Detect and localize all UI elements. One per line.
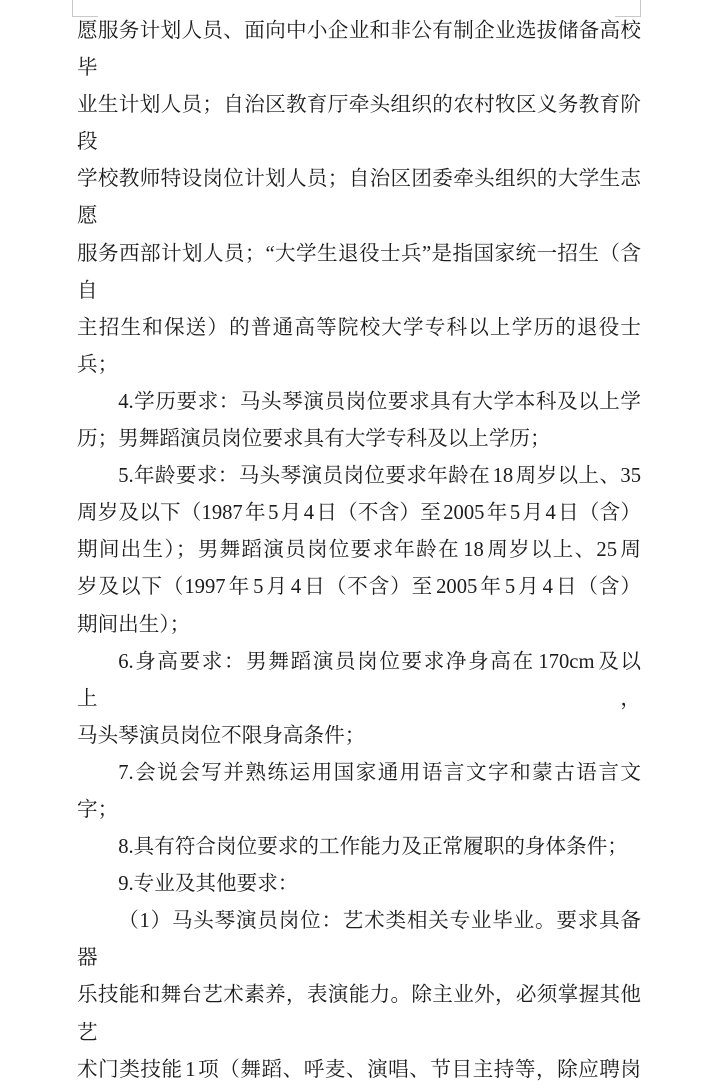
document-text (77, 13, 641, 1089)
text-line: 主招生和保送）的普通高等院校大学专科以上学历的退役士兵； (77, 316, 641, 376)
text-line: 4.学历要求：马头琴演员岗位要求具有大学本科及以上学 (118, 390, 641, 413)
text-line: 岁及以下（1997 年 5 月 4 日（不含）至 2005 年 5 月 4 日（含） (77, 576, 641, 599)
text-line: （1）马头琴演员岗位：艺术类相关专业毕业。要求具备器 (77, 910, 641, 970)
text-line: 马头琴演员岗位不限身高条件； (77, 724, 366, 747)
text-line: 乐技能和舞台艺术素养，表演能力。除主业外，必须掌握其他艺 (77, 984, 641, 1044)
text-line: 9.专业及其他要求： (118, 873, 299, 896)
text-line: 8.具有符合岗位要求的工作能力及正常履职的身体条件； (118, 836, 628, 859)
text-line: 6.身高要求：男舞蹈演员岗位要求净身高在 170cm 及以上， (77, 650, 641, 710)
text-line: 业生计划人员；自治区教育厅牵头组织的农村牧区义务教育阶段 (77, 94, 641, 154)
text-line: 周岁及以下（1987 年 5 月 4 日（不含）至 2005 年 5 月 4 日（含） (77, 502, 641, 525)
text-line: 历；男舞蹈演员岗位要求具有大学专科及以上学历； (77, 428, 551, 451)
text-line: 7.会说会写并熟练运用国家通用语言文字和蒙古语言文字； (77, 761, 641, 821)
text-line: 学校教师特设岗位计划人员；自治区团委牵头组织的大学生志愿 (77, 168, 641, 228)
text-line: 5.年龄要求：马头琴演员岗位要求年龄在 18 周岁以上、35 (118, 465, 641, 488)
text-line: 术门类技能 1 项（舞蹈、呼麦、演唱、节目主持等，除应聘岗 (77, 1058, 641, 1081)
text-line: 期间出生）； (77, 613, 191, 636)
text-line: 愿服务计划人员、面向中小企业和非公有制企业选拔储备高校毕 (77, 20, 641, 80)
text-line: 服务西部计划人员；“大学生退役士兵”是指国家统一招生（含自 (77, 242, 641, 302)
text-line: 期间出生）；男舞蹈演员岗位要求年龄在 18 周岁以上、25 周 (77, 539, 641, 562)
